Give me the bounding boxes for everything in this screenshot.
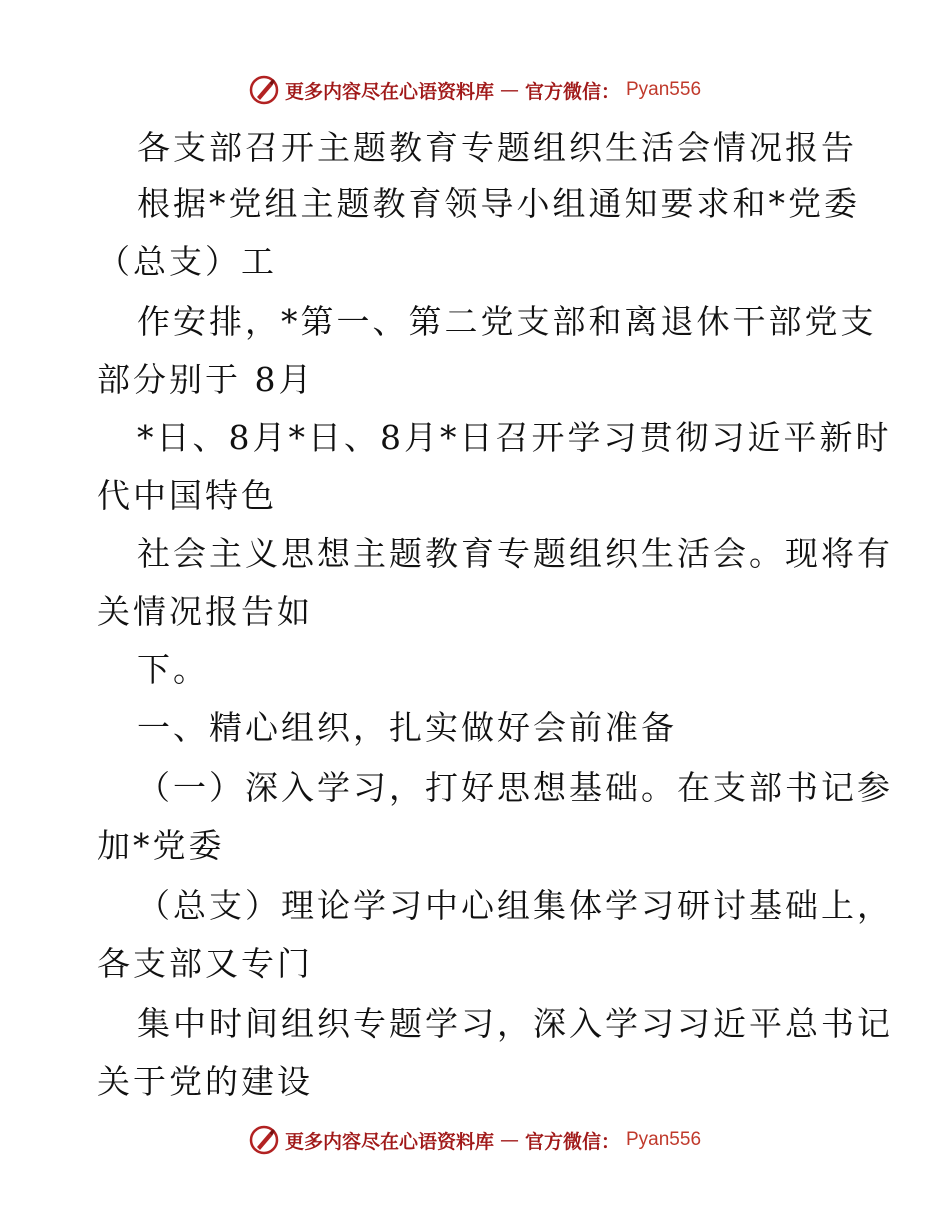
paragraph-line: （总支）理论学习中心组集体学习研讨基础上，: [137, 886, 893, 925]
paragraph-line: 集中时间组织专题学习，深入学习习近平总书记: [137, 1004, 893, 1043]
pen-logo-icon: [249, 1125, 279, 1155]
paragraph-line: 关于党的建设: [97, 1062, 313, 1101]
watermark-official-label: 官方微信：: [524, 1130, 620, 1153]
watermark-separator: —: [499, 79, 519, 101]
paragraph-line: 作安排，*第一、第二党支部和离退休干部党支: [137, 302, 877, 341]
pen-logo-icon: [249, 75, 279, 105]
paragraph-line: 根据*党组主题教育领导小组通知要求和*党委: [137, 184, 860, 223]
section-heading: 一、精心组织，扎实做好会前准备: [137, 708, 677, 747]
watermark-official-label: 官方微信：: [524, 80, 620, 103]
paragraph-line: 下。: [137, 650, 209, 689]
paragraph-line: 社会主义思想主题教育专题组织生活会。现将有: [137, 534, 893, 573]
watermark-header: [0, 70, 950, 110]
document-title: 各支部召开主题教育专题组织生活会情况报告: [137, 128, 857, 167]
watermark-site-text: 更多内容尽在心语资料库: [284, 80, 494, 103]
paragraph-line: 加*党委: [97, 826, 225, 865]
watermark-site-text: 更多内容尽在心语资料库: [284, 1130, 494, 1153]
paragraph-line: （总支）工: [97, 242, 277, 281]
watermark-account: Pyan556: [626, 1129, 702, 1150]
paragraph-line: 各支部又专门: [97, 944, 313, 983]
paragraph-line: 部分别于 8月: [97, 360, 315, 399]
paragraph-line: 代中国特色: [97, 476, 277, 515]
watermark-account: Pyan556: [626, 79, 702, 100]
paragraph-line: （一）深入学习，打好思想基础。在支部书记参: [137, 768, 893, 807]
watermark-separator: —: [499, 1129, 519, 1151]
paragraph-line: 关情况报告如: [97, 592, 313, 631]
watermark-footer: [0, 1120, 950, 1160]
paragraph-line: *日、8月*日、8月*日召开学习贯彻习近平新时: [137, 418, 892, 457]
